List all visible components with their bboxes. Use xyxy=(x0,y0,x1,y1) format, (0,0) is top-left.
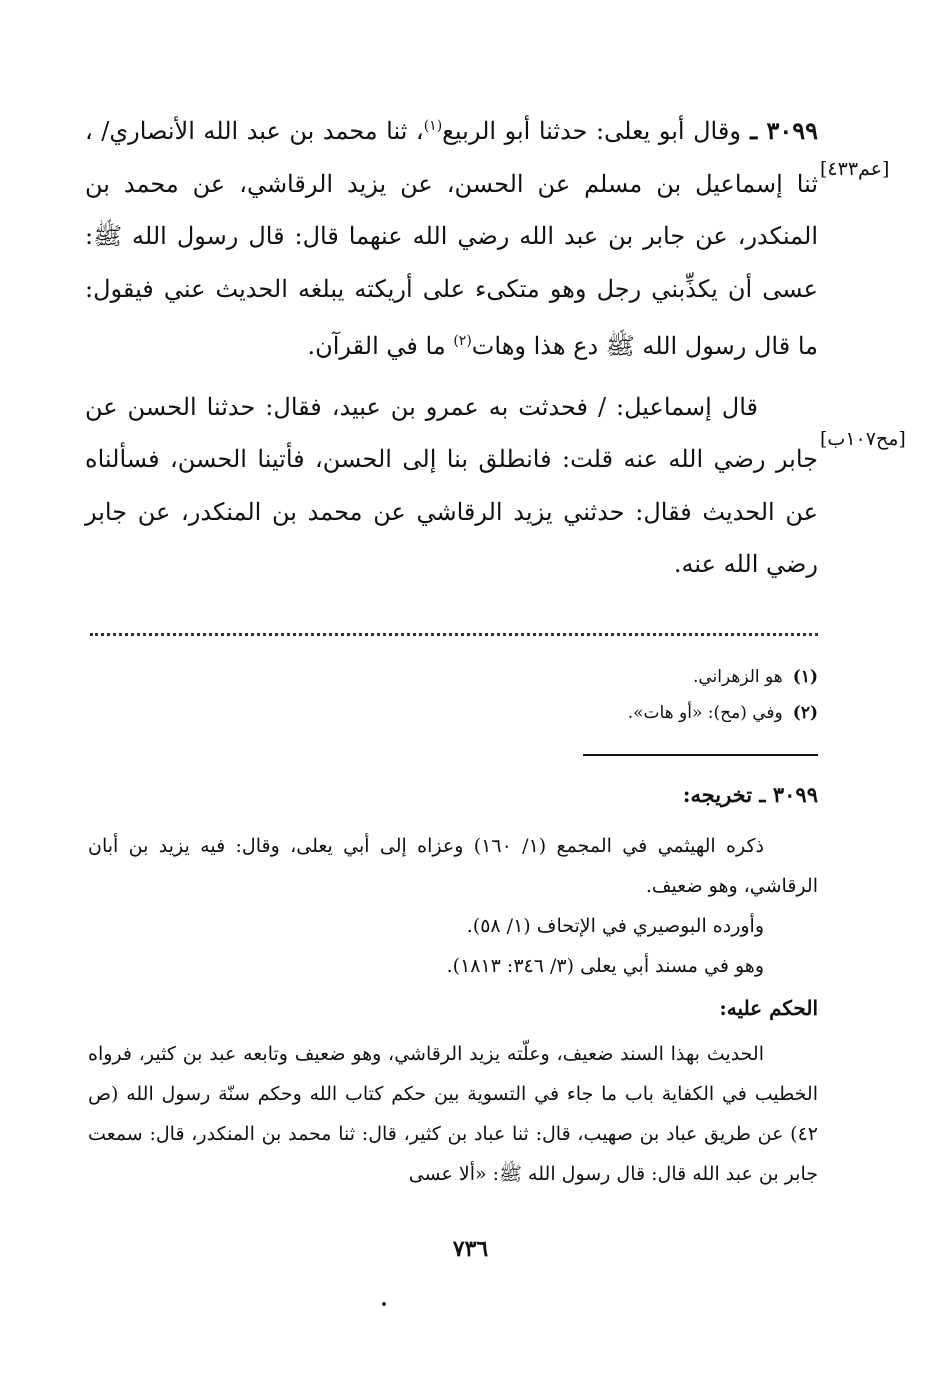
footnote-ref-1[interactable]: (١) xyxy=(423,118,443,134)
footnote-1-text: هو الزهراني. xyxy=(692,667,783,687)
footnote-1-number: (١) xyxy=(792,667,818,687)
footnote-1 xyxy=(85,662,818,692)
hadith-text-part-3: ما في القرآن. xyxy=(307,332,454,360)
takhrij-section xyxy=(88,826,818,1194)
takhrij-title-number: ٣٠٩٩ ـ xyxy=(752,782,818,807)
section-rule xyxy=(583,754,818,756)
hukm-title: الحكم عليه: xyxy=(719,996,818,1020)
hadith-text-part-1: وقال أبو يعلى: حدثنا أبو الربيع xyxy=(442,117,741,145)
footnote-ref-2[interactable]: (٢) xyxy=(453,333,472,349)
takhrij-busiri: وأورده البوصيري في الإتحاف (١/ ٥٨). xyxy=(466,915,764,937)
margin-note-mh107b: [مح١٠٧ب] xyxy=(820,428,906,450)
hukm-body: الحديث بهذا السند ضعيف، وعلّته يزيد الرقاشي، وهو ضعيف وتابعه عبد بن كثير، فرواه الخطيب في الكفاية باب ما جاء في التسوية بين حكم كتاب الله وحكم سنّة رسول الله (ص ٤٢) عن طريق عباد بن صهيب، قال: ثنا عباد بن كثير، قال: ثنا محمد بن المنكدر، قال: سمعت جابر بن عبد الله قال: قال رسول الله ﷺ: «ألا عسى xyxy=(88,1043,818,1185)
dotted-separator xyxy=(90,633,818,636)
ink-dot xyxy=(382,1302,386,1306)
takhrij-title xyxy=(85,778,818,812)
takhrij-haythami: ذكره الهيثمي في المجمع (١/ ١٦٠) وعزاه إلى أبي يعلى، وقال: فيه يزيد بن أبان الرقاشي، وهو ضعيف. xyxy=(88,835,818,897)
footnote-2-number: (٢) xyxy=(792,703,818,723)
takhrij-musnad: وهو في مسند أبي يعلى (٣/ ٣٤٦: ١٨١٣). xyxy=(446,955,764,977)
takhrij-title-word: تخريجه: xyxy=(682,782,753,807)
footnote-2-text: وفي (مح): «أو هات». xyxy=(627,703,783,723)
page-number: ٧٣٦ xyxy=(452,1236,489,1262)
hadith-paragraph xyxy=(85,100,818,373)
hadith-number: ٣٠٩٩ ـ xyxy=(740,116,818,145)
footnote-2 xyxy=(85,698,818,728)
main-text xyxy=(85,100,818,591)
ismail-paragraph: قال إسماعيل: / فحدثت به عمرو بن عبيد، فقال: حدثنا الحسن عن جابر رضي الله عنه قلت: فانطلق بنا إلى الحسن، فأتينا الحسن، فسألناه عن الحديث فقال: حدثني يزيد الرقاشي عن محمد بن المنكدر، عن جابر رضي الله عنه. xyxy=(85,392,818,578)
hadith-text-part-2: ، ثنا محمد بن عبد الله الأنصاري/ ، ثنا إسماعيل بن مسلم عن الحسن، عن يزيد الرقاشي، عن محمد بن المنكدر، عن جابر بن عبد الله رضي الله عنهما قال: قال رسول الله ﷺ: عسى أن يكذِّبني رجل وهو متكىء على أريكته يبلغه الحديث عني فيقول: ما قال رسول الله ﷺ دع هذا وهات xyxy=(85,117,818,360)
margin-note-am433: [عم٤٣٣] xyxy=(820,158,890,180)
